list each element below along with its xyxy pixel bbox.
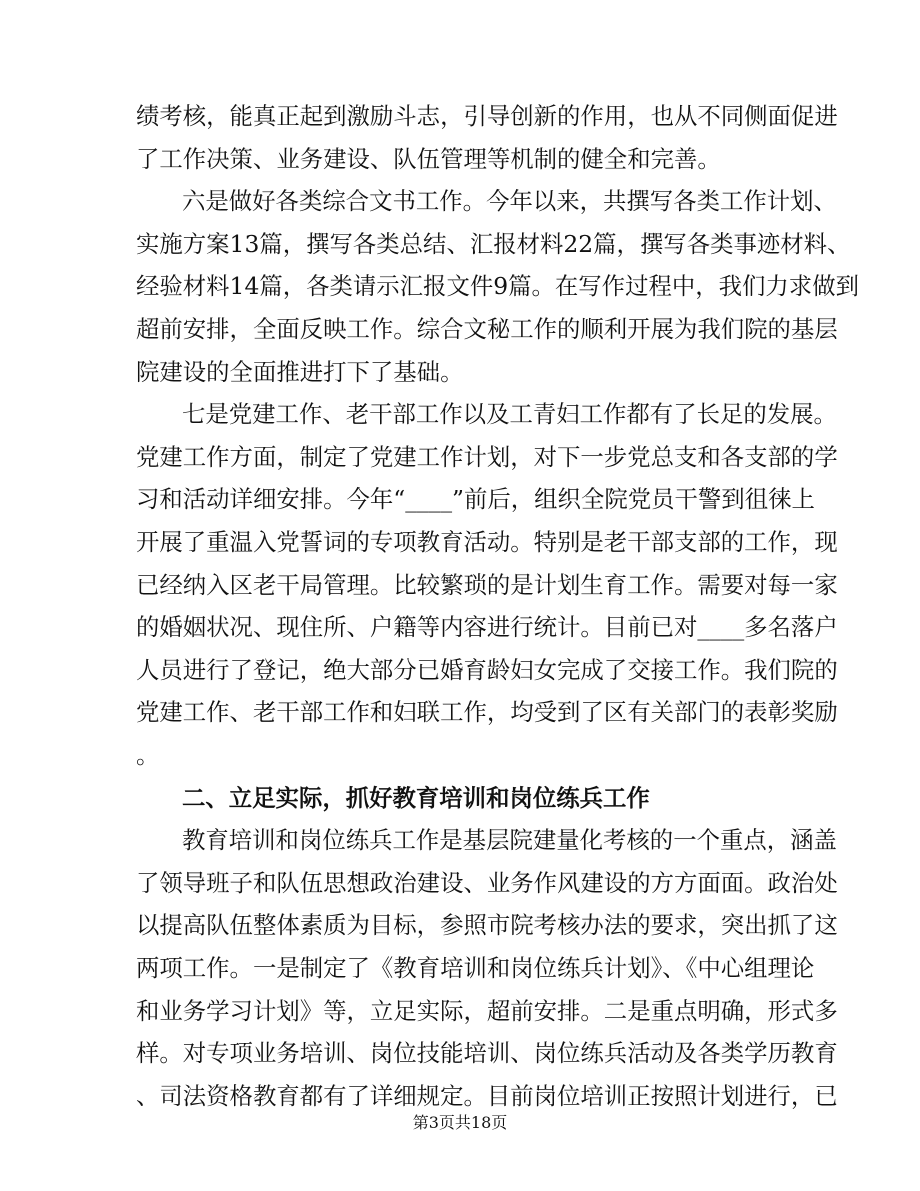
text-line: 七是党建工作、老干部工作以及工青妇工作都有了长足的发展。 <box>182 400 837 429</box>
text-line: 和业务学习计划》等，立足实际，超前安排。二是重点明确，形式多 <box>136 996 838 1025</box>
text-line: 绩考核，能真正起到激励斗志，引导创新的作用，也从不同侧面促进 <box>136 102 838 130</box>
text-line: 已经纳入区老干局管理。比较繁琐的是计划生育工作。需要对每一家 <box>136 570 838 599</box>
text-line: 实施方案13篇，撰写各类总结、汇报材料22篇，撰写各类事迹材料、 <box>136 229 851 258</box>
text-line: 开展了重温入党誓词的专项教育活动。特别是老干部支部的工作，现 <box>136 528 838 556</box>
text-line: 院建设的全面推进打下了基础。 <box>136 357 464 386</box>
text-line: 党建工作方面，制定了党建工作计划，对下一步党总支和各支部的学 <box>136 442 838 471</box>
text-line: 六是做好各类综合文书工作。今年以来，共撰写各类工作计划、 <box>182 187 837 216</box>
text-line: 两项工作。一是制定了《教育培训和岗位练兵计划》、《中心组理论 <box>136 954 815 982</box>
text-line: 人员进行了登记，绝大部分已婚育龄妇女完成了交接工作。我们院的 <box>136 655 838 684</box>
text-line: 超前安排，全面反映工作。综合文秘工作的顺利开展为我们院的基层 <box>136 315 838 343</box>
text-line: 样。对专项业务培训、岗位技能培训、岗位练兵活动及各类学历教育 <box>136 1039 838 1068</box>
text-line: 了工作决策、业务建设、队伍管理等机制的健全和完善。 <box>136 144 721 173</box>
text-line: 经验材料14篇，各类请示汇报文件9篇。在写作过程中，我们力求做到 <box>136 272 859 301</box>
text-line: 教育培训和岗位练兵工作是基层院建量化考核的一个重点，涵盖 <box>182 826 837 855</box>
text-line: 习和活动详细安排。今年“____”前后，组织全院党员干警到徂徕上 <box>136 485 815 514</box>
text-line: 党建工作、老干部工作和妇联工作，均受到了区有关部门的表彰奖励 <box>136 698 838 727</box>
text-line: 以提高队伍整体素质为目标，参照市院考核办法的要求，突出抓了这 <box>136 911 838 940</box>
text-line: 、司法资格教育都有了详细规定。目前岗位培训正按照计划进行，已 <box>136 1081 838 1110</box>
text-line: 的婚姻状况、现住所、户籍等内容进行统计。目前已对____多名落户 <box>136 613 838 642</box>
page-number: 第3页共18页 <box>412 1113 508 1132</box>
text-line: 。 <box>136 741 160 769</box>
section-heading: 二、立足实际，抓好教育培训和岗位练兵工作 <box>182 783 650 812</box>
text-line: 了领导班子和队伍思想政治建设、业务作风建设的方方面面。政治处 <box>136 868 838 897</box>
